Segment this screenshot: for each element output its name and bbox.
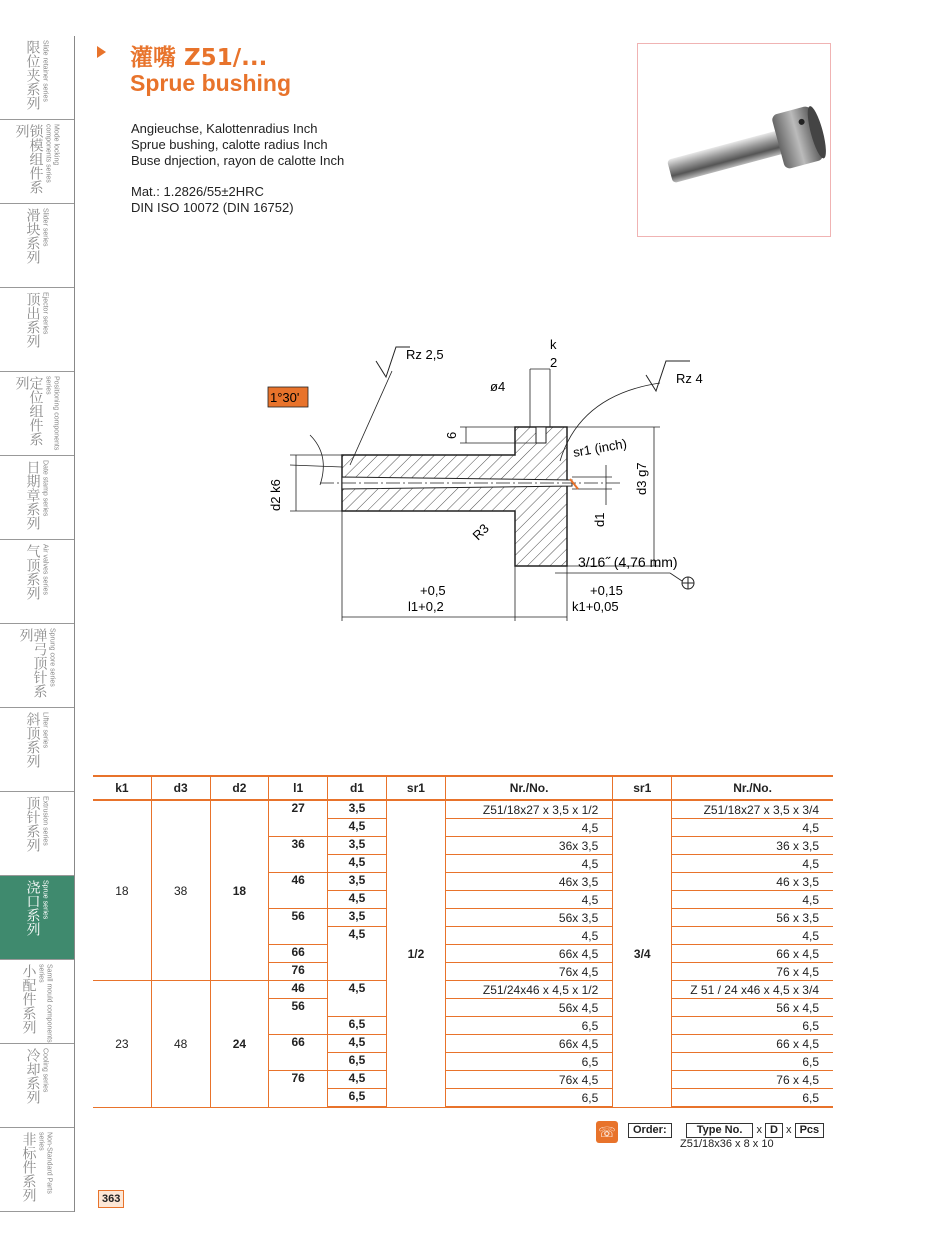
sidebar-item-label-cn: 定位组件系列: [13, 376, 44, 446]
label-316: 3/16˝ (4,76 mm): [578, 554, 678, 570]
label-sr1: sr1 (inch): [571, 435, 628, 460]
sidebar-item-7[interactable]: [0, 624, 74, 708]
cell-d2: 18: [210, 800, 269, 981]
cell-l1: 56: [269, 909, 328, 945]
sidebar-item-6[interactable]: [0, 540, 74, 624]
sidebar-item-0[interactable]: [0, 36, 74, 120]
cell-l1: 66: [269, 945, 328, 963]
sidebar-item-label-cn: 限位夹系列: [24, 40, 41, 110]
label-k1: k1+0,05: [572, 599, 619, 614]
technical-drawing: [260, 335, 720, 625]
cell-nr-b: 4,5: [672, 855, 833, 873]
cell-nr-b: 46 x 3,5: [672, 873, 833, 891]
cell-nr-b: 4,5: [672, 891, 833, 909]
sidebar-item-9[interactable]: [0, 792, 74, 876]
cell-nr-a: 56x 3,5: [445, 909, 612, 927]
cell-nr-b: 76 x 4,5: [672, 963, 833, 981]
sidebar-item-label-en: Extrusion series: [41, 796, 49, 846]
cell-k1: 23: [93, 981, 151, 1108]
label-k: k: [550, 337, 557, 352]
label-r3: R3: [469, 520, 492, 544]
cell-d1: 3,5: [328, 800, 387, 819]
product-photo: [637, 43, 831, 237]
sidebar-item-label-cn: 弹弓顶针系列: [17, 628, 48, 698]
label-l1: l1+0,2: [408, 599, 444, 614]
cell-nr-a: 4,5: [445, 855, 612, 873]
label-k1-tol: +0,15: [590, 583, 623, 598]
cell-nr-b: 6,5: [672, 1053, 833, 1071]
order-label: Order:: [628, 1123, 672, 1138]
cell-nr-b: Z 51 / 24 x46 x 4,5 x 3/4: [672, 981, 833, 999]
order-pcs: Pcs: [795, 1123, 825, 1138]
cell-nr-a: 76x 4,5: [445, 1071, 612, 1089]
cell-d1: 4,5: [328, 927, 387, 981]
material-spec: [131, 184, 294, 216]
cell-d1: 4,5: [328, 891, 387, 909]
label-angle: 1°30': [270, 390, 300, 405]
order-x2: x: [786, 1124, 792, 1136]
cell-d1: 3,5: [328, 837, 387, 855]
sidebar-item-label-cn: 滑块系列: [24, 208, 41, 264]
sidebar-item-label-en: Lifter series: [41, 712, 49, 749]
order-x1: x: [756, 1124, 762, 1136]
cell-d1: 4,5: [328, 1071, 387, 1089]
cell-nr-b: 56 x 4,5: [672, 999, 833, 1017]
cell-nr-a: 4,5: [445, 819, 612, 837]
sidebar-item-3[interactable]: [0, 288, 74, 372]
cell-nr-b: 36 x 3,5: [672, 837, 833, 855]
col-k1: k1: [93, 776, 151, 800]
cell-nr-b: 4,5: [672, 927, 833, 945]
order-d: D: [765, 1123, 783, 1138]
cell-k1: 18: [93, 800, 151, 981]
sidebar-item-label-en: Cooling series: [41, 1048, 49, 1093]
col-d1: d1: [328, 776, 387, 800]
col-sr1-a: sr1: [386, 776, 445, 800]
cell-nr-a: 4,5: [445, 891, 612, 909]
cell-nr-a: 46x 3,5: [445, 873, 612, 891]
sidebar-item-label-en: Positioning components series: [44, 376, 60, 451]
cell-nr-b: Z51/18x27 x 3,5 x 3/4: [672, 800, 833, 819]
order-type-no: Type No.: [686, 1123, 754, 1138]
cell-d1: 6,5: [328, 1017, 387, 1035]
label-two: 2: [550, 355, 558, 370]
cell-l1: 46: [269, 873, 328, 909]
desc-line-fr: Buse dnjection, rayon de calotte Inch: [131, 153, 345, 168]
cell-nr-a: Z51/24x46 x 4,5 x 1/2: [445, 981, 612, 999]
table-header-row: [93, 776, 833, 800]
cell-l1: 76: [269, 1071, 328, 1108]
cell-nr-a: 66x 4,5: [445, 945, 612, 963]
cell-nr-b: 56 x 3,5: [672, 909, 833, 927]
sidebar-item-label-en: Air valves series: [41, 544, 49, 595]
sidebar-item-label-cn: 锁模组件系列: [13, 124, 44, 194]
sidebar-item-label-cn: 顶针系列: [24, 796, 41, 852]
sidebar-item-label-en: Ejector series: [41, 292, 49, 335]
page-title-en: Sprue bushing: [130, 70, 291, 96]
label-d3g7: d3 g7: [634, 462, 649, 495]
cell-d1: 6,5: [328, 1089, 387, 1108]
sidebar-item-label-cn: 非标件系列: [20, 1132, 37, 1202]
label-d4: ø4: [490, 379, 506, 394]
cell-d3: 38: [151, 800, 210, 981]
sidebar-item-label-en: Sprung core series: [48, 628, 56, 687]
sidebar-item-4[interactable]: [0, 372, 74, 456]
order-example-value: Z51/18x36 x 8 x 10: [680, 1138, 774, 1150]
cell-nr-a: 4,5: [445, 927, 612, 945]
cell-d3: 48: [151, 981, 210, 1108]
sidebar-item-label-cn: 气顶系列: [24, 544, 41, 600]
din-line: DIN ISO 10072 (DIN 16752): [131, 200, 294, 215]
col-l1: l1: [269, 776, 328, 800]
sidebar-item-label-en: Non-Standard Parts series: [37, 1132, 53, 1194]
sidebar-item-2[interactable]: [0, 204, 74, 288]
cell-l1: 76: [269, 963, 328, 981]
sidebar-item-label-en: Slider series: [41, 208, 49, 247]
cell-d1: 6,5: [328, 1053, 387, 1071]
sidebar-item-label-en: Slide retainer series: [41, 40, 49, 102]
cell-nr-b: 76 x 4,5: [672, 1071, 833, 1089]
cell-nr-b: 66 x 4,5: [672, 1035, 833, 1053]
label-l1-tol: +0,5: [420, 583, 446, 598]
sidebar-item-11[interactable]: [0, 960, 74, 1044]
cell-d1: 3,5: [328, 909, 387, 927]
cell-d1: 4,5: [328, 819, 387, 837]
label-d2k6: d2 k6: [268, 479, 283, 511]
sidebar-item-label-cn: 小配件系列: [20, 964, 37, 1034]
dimension-table: [93, 775, 833, 1108]
title-arrow-icon: [97, 46, 106, 58]
cell-l1: 27: [269, 800, 328, 837]
cell-d1: 4,5: [328, 1035, 387, 1053]
cell-nr-a: 6,5: [445, 1089, 612, 1108]
cell-sr1-a: 1/2: [386, 800, 445, 1107]
sidebar-item-label-cn: 斜顶系列: [24, 712, 41, 768]
cell-nr-a: 6,5: [445, 1017, 612, 1035]
sidebar-item-label-en: Mode locking components series: [44, 124, 60, 183]
cell-l1: 36: [269, 837, 328, 873]
col-nr-b: Nr./No.: [672, 776, 833, 800]
cell-nr-a: 66x 4,5: [445, 1035, 612, 1053]
sidebar-item-label-en: Sprue series: [41, 880, 49, 920]
desc-line-en: Sprue bushing, calotte radius Inch: [131, 137, 328, 152]
table-row: [93, 800, 833, 819]
cell-nr-a: 36x 3,5: [445, 837, 612, 855]
sidebar-item-label-cn: 浇口系列: [24, 880, 41, 936]
sidebar-item-12[interactable]: [0, 1044, 74, 1128]
sprue-bushing-image: [638, 44, 830, 236]
material-line: Mat.: 1.2826/55±2HRC: [131, 184, 264, 199]
cell-l1: 56: [269, 999, 328, 1035]
cell-d1: 4,5: [328, 855, 387, 873]
label-six: 6: [444, 431, 459, 439]
sidebar-item-label-en: Date stamp series: [41, 460, 49, 517]
cell-nr-b: 4,5: [672, 819, 833, 837]
cell-nr-b: 6,5: [672, 1017, 833, 1035]
cell-nr-a: Z51/18x27 x 3,5 x 1/2: [445, 800, 612, 819]
col-d3: d3: [151, 776, 210, 800]
col-sr1-b: sr1: [613, 776, 672, 800]
table-row: [93, 981, 833, 999]
sidebar-item-8[interactable]: [0, 708, 74, 792]
description: [131, 121, 344, 169]
cell-l1: 66: [269, 1035, 328, 1071]
cell-nr-a: 76x 4,5: [445, 963, 612, 981]
col-nr-a: Nr./No.: [445, 776, 612, 800]
page-title-cn: 灌嘴 Z51/...: [130, 45, 268, 71]
cell-nr-a: 6,5: [445, 1053, 612, 1071]
sidebar-item-13[interactable]: [0, 1128, 74, 1212]
sidebar-item-1[interactable]: [0, 120, 74, 204]
cell-nr-b: 66 x 4,5: [672, 945, 833, 963]
sidebar-item-label-cn: 顶出系列: [24, 292, 41, 348]
sidebar-item-5[interactable]: [0, 456, 74, 540]
sidebar-item-10[interactable]: [0, 876, 74, 960]
cell-sr1-b: 3/4: [613, 800, 672, 1107]
cell-nr-b: 6,5: [672, 1089, 833, 1108]
sidebar-item-label-cn: 冷却系列: [24, 1048, 41, 1104]
cell-d1: 4,5: [328, 981, 387, 1017]
label-rz4: Rz 4: [676, 371, 703, 386]
sidebar-item-label-en: Samll mould components series: [37, 964, 53, 1043]
cell-l1: 46: [269, 981, 328, 999]
label-d1: d1: [592, 512, 607, 527]
cell-d1: 3,5: [328, 873, 387, 891]
cell-nr-a: 56x 4,5: [445, 999, 612, 1017]
sidebar: [0, 36, 75, 1212]
phone-icon: ☏: [596, 1121, 618, 1143]
page-number: 363: [98, 1190, 124, 1208]
label-rz25: Rz 2,5: [406, 347, 444, 362]
cell-d2: 24: [210, 981, 269, 1108]
desc-line-de: Angieuchse, Kalottenradius Inch: [131, 121, 318, 136]
col-d2: d2: [210, 776, 269, 800]
sidebar-item-label-cn: 日期章系列: [24, 460, 41, 530]
